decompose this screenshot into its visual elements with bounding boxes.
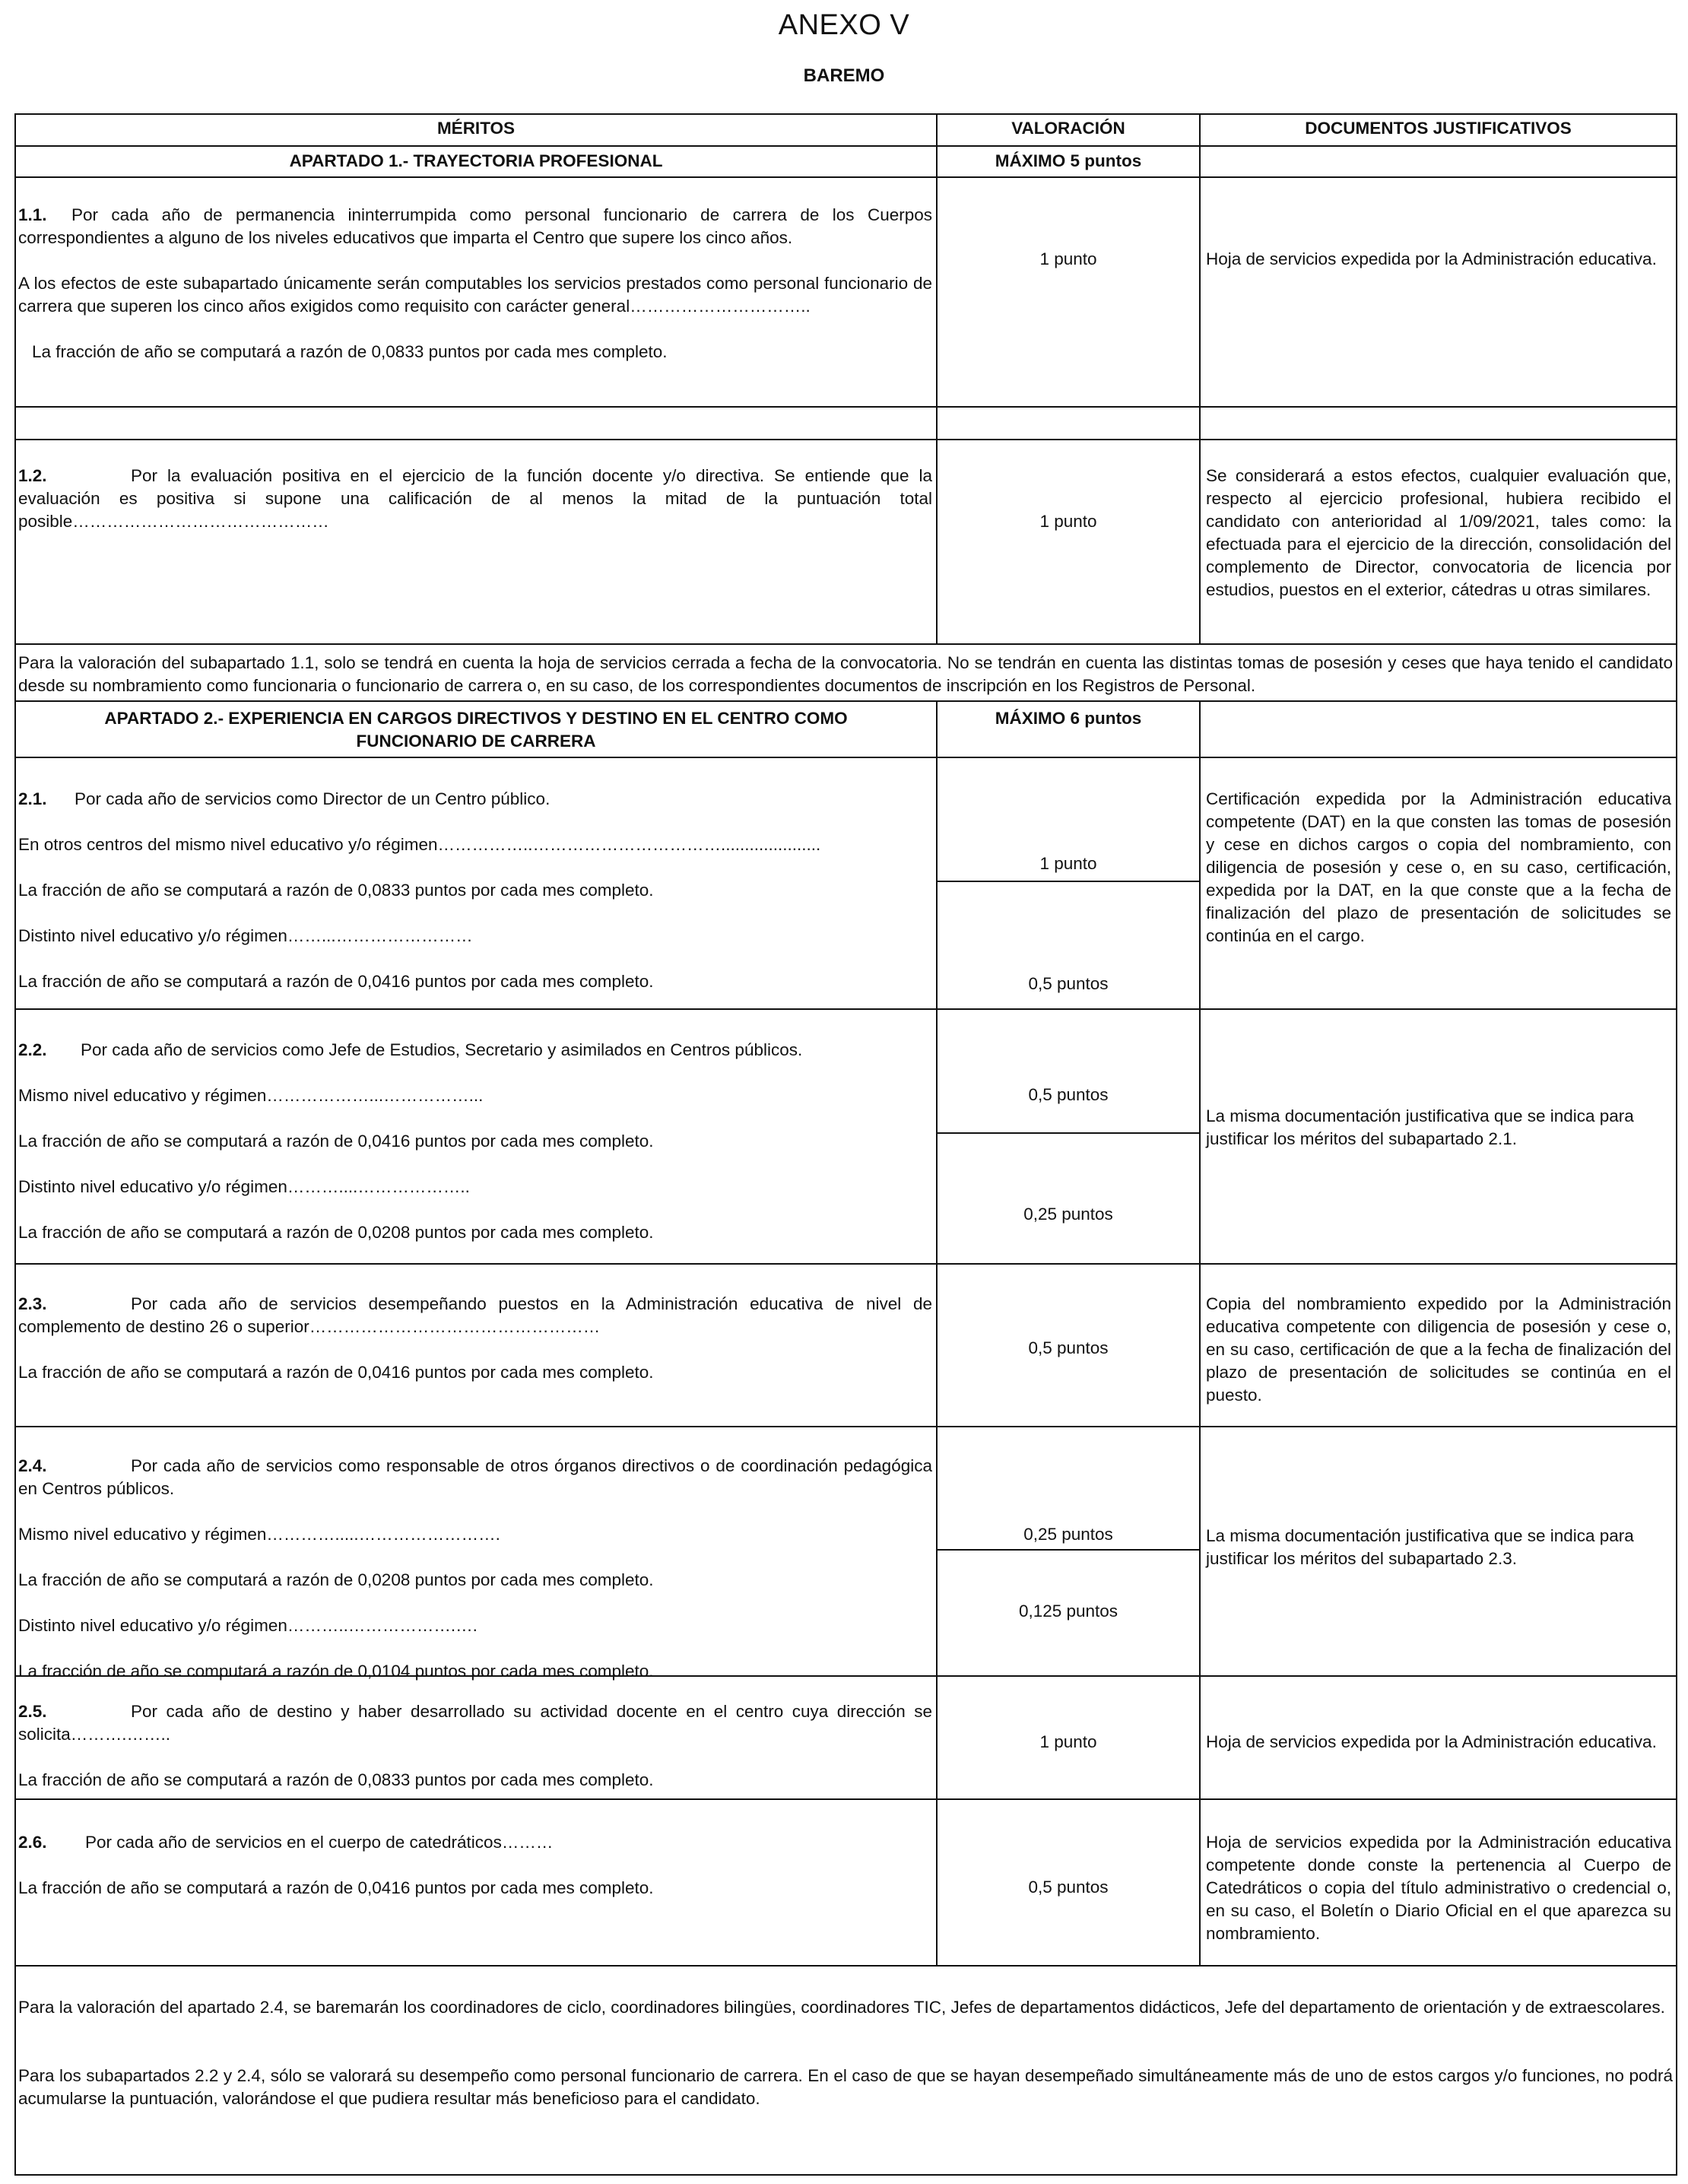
subapartado-1-2-text: Por la evaluación positiva en el ejercicio de la función docente y/o directiva. Se entiende que la evaluación es positiva si supone una calificación de al menos la mitad de la puntuación total posible……………………………………… [18,466,932,531]
subapartado-2-4-value-2: 0,125 puntos [1018,1601,1118,1621]
subapartado-2-3 [18,1293,932,1384]
apartado2-max: MÁXIMO 6 puntos [995,709,1142,728]
subapartado-1-2 [18,465,932,533]
subapartado-2-1-number: 2.1. [18,789,47,808]
subapartado-2-5-number: 2.5. [18,1702,47,1721]
subapartado-2-4-value-1: 0,25 puntos [1023,1525,1113,1544]
subapartado-1-2-document: Se considerará a estos efectos, cualquier evaluación que, respecto al ejercicio profesional, hubiera recibido el candidato con anterioridad al 1/09/2021, tales como: la efectuada para el ejercicio de la dirección, consolidación del complemento de Director, convocatoria de licencia por estudios, puestos en el exterior, cátedras u otras similares. [1206,466,1671,599]
apartado1-title: APARTADO 1.- TRAYECTORIA PROFESIONAL [289,151,663,170]
subapartado-2-2-text: Por cada año de servicios como Jefe de Estudios, Secretario y asimilados en Centros públicos. [81,1040,803,1059]
subapartado-2-5 [18,1700,932,1792]
subapartado-2-1-text: Por cada año de servicios como Director de un Centro público. [75,789,551,808]
subapartado-2-2 [18,1039,932,1244]
subapartado-2-1-line1: En otros centros del mismo nivel educativo y/o régimen……………..……………………………..................... [18,835,821,854]
subapartado-1-1-value: 1 punto [1039,249,1097,268]
subapartado-2-1-document: Certificación expedida por la Administración educativa competente (DAT) en la que consten las tomas de posesión y cese en dichos cargos o copia del nombramiento, con diligencia de posesión y cese o, en su caso, certificación, expedida por la DAT, en la que conste que a la fecha de finalización del plazo de presentación de solicitudes se continúa en el cargo. [1206,789,1671,945]
document-subtitle: BAREMO [803,65,885,86]
subapartado-2-3-number: 2.3. [18,1294,47,1313]
subapartado-1-2-number: 1.2. [18,466,47,485]
subapartado-2-4 [18,1455,932,1683]
subapartado-1-1-text: Por cada año de permanencia ininterrumpida como personal funcionario de carrera de los Cuerpos correspondientes a alguno de los niveles educativos que imparta el Centro que supere los cinco años. [18,205,932,247]
subapartado-2-2-number: 2.2. [18,1040,47,1059]
subapartado-2-4-line3: Distinto nivel educativo y/o régimen………..……………….…. [18,1616,478,1635]
subapartado-2-6-value: 0,5 puntos [1028,1878,1109,1897]
subapartado-2-2-value-2: 0,25 puntos [1023,1205,1113,1224]
subapartado-2-6-number: 2.6. [18,1833,47,1852]
subapartado-2-1 [18,788,932,993]
subapartado-1-1-note: A los efectos de este subapartado únicamente serán computables los servicios prestados como personal funcionario de carrera que superen los cinco años exigidos como requisito con carácter general………………………….. [18,274,932,316]
subapartado-2-1-value-1: 1 punto [1039,854,1097,873]
subapartado-2-4-document: La misma documentación justificativa que se indica para justificar los méritos del subapartado 2.3. [1206,1526,1634,1568]
subapartado-2-2-line4: La fracción de año se computará a razón de 0,0208 puntos por cada mes completo. [18,1223,654,1242]
subapartado-2-2-value-1: 0,5 puntos [1028,1085,1109,1104]
subapartado-2-5-value: 1 punto [1039,1732,1097,1751]
subapartado-2-5-line1: La fracción de año se computará a razón de 0,0833 puntos por cada mes completo. [18,1770,654,1789]
subapartado-1-1 [18,204,932,363]
apartado2-note-1: Para la valoración del apartado 2.4, se baremarán los coordinadores de ciclo, coordinadores bilingües, coordinadores TIC, Jefes de departamentos didácticos, Jefe del departamento de orientación y de extraescolares. [18,1998,1665,2017]
subapartado-2-2-document: La misma documentación justificativa que se indica para justificar los méritos del subapartado 2.1. [1206,1106,1634,1148]
subapartado-2-3-value: 0,5 puntos [1028,1338,1109,1357]
subapartado-1-1-number: 1.1. [18,205,47,224]
subapartado-2-1-value-2: 0,5 puntos [1028,974,1109,993]
header-valoracion: VALORACIÓN [1011,119,1125,138]
subapartado-2-4-number: 2.4. [18,1456,47,1475]
header-documentos: DOCUMENTOS JUSTIFICATIVOS [1305,119,1572,138]
subapartado-2-3-document: Copia del nombramiento expedido por la Administración educativa competente con diligencia de posesión y cese o, en su caso, certificación de que a la fecha de finalización del plazo de presentación de solicitudes se continúa en el puesto. [1206,1294,1671,1405]
apartado2-title: APARTADO 2.- EXPERIENCIA EN CARGOS DIRECTIVOS Y DESTINO EN EL CENTRO COMO FUNCIONARIO DE CARRERA [104,709,848,751]
subapartado-2-4-line1: Mismo nivel educativo y régimen………….....……………………. [18,1525,500,1544]
header-meritos: MÉRITOS [436,119,516,138]
subapartado-2-3-line1: La fracción de año se computará a razón de 0,0416 puntos por cada mes completo. [18,1363,654,1382]
subapartado-2-6 [18,1831,932,1900]
subapartado-2-2-line3: Distinto nivel educativo y/o régimen………....……………….. [18,1177,470,1196]
subapartado-2-6-line1: La fracción de año se computará a razón de 0,0416 puntos por cada mes completo. [18,1878,654,1897]
subapartado-2-2-line1: Mismo nivel educativo y régimen………………...……………... [18,1086,484,1105]
apartado2-note-2: Para los subapartados 2.2 y 2.4, sólo se valorará su desempeño como personal funcionario de carrera. En el caso de que se hayan desempeñado simultáneamente más de uno de estos cargos y/o funciones, no podrá acumularse la puntuación, valorándose el que pudiera resultar más beneficioso para el candidato. [18,2066,1673,2108]
subapartado-1-2-value: 1 punto [1039,512,1097,531]
document-title: ANEXO V [778,9,910,41]
subapartado-2-5-document: Hoja de servicios expedida por la Administración educativa. [1206,1732,1657,1751]
subapartado-2-6-text: Por cada año de servicios en el cuerpo de catedráticos……… [85,1833,554,1852]
apartado1-max: MÁXIMO 5 puntos [995,151,1142,170]
subapartado-2-5-text: Por cada año de destino y haber desarrollado su actividad docente en el centro cuya dirección se solicita……….…….. [18,1702,932,1744]
subapartado-2-2-line2: La fracción de año se computará a razón de 0,0416 puntos por cada mes completo. [18,1132,654,1151]
subapartado-2-4-line4: La fracción de año se computará a razón de 0,0104 puntos por cada mes completo. [18,1662,654,1681]
apartado1-note: Para la valoración del subapartado 1.1, solo se tendrá en cuenta la hoja de servicios cerrada a fecha de la convocatoria. No se tendrán en cuenta las distintas tomas de posesión y ceses que haya tenido el candidato desde su nombramiento como funcionaria o funcionario de carrera o, en su caso, de los correspondientes documentos de inscripción en los Registros de Personal. [18,653,1673,695]
subapartado-2-1-line2: La fracción de año se computará a razón de 0,0833 puntos por cada mes completo. [18,881,654,900]
subapartado-2-1-line3: Distinto nivel educativo y/o régimen……...…………………… [18,926,473,945]
subapartado-1-1-fraction: La fracción de año se computará a razón de 0,0833 puntos por cada mes completo. [32,342,668,361]
subapartado-2-3-text: Por cada año de servicios desempeñando puestos en la Administración educativa de nivel de complemento de destino 26 o superior…………………………………………… [18,1294,932,1336]
subapartado-1-1-document: Hoja de servicios expedida por la Administración educativa. [1206,249,1657,268]
subapartado-2-1-line4: La fracción de año se computará a razón de 0,0416 puntos por cada mes completo. [18,972,654,991]
subapartado-2-6-document: Hoja de servicios expedida por la Administración educativa competente donde conste la pertenencia al Cuerpo de Catedráticos o copia del título administrativo o credencial o, en su caso, el Boletín o Diario Oficial en el que aparezca su nombramiento. [1206,1833,1671,1943]
subapartado-2-4-text: Por cada año de servicios como responsable de otros órganos directivos o de coordinación pedagógica en Centros públicos. [18,1456,932,1498]
subapartado-2-4-line2: La fracción de año se computará a razón de 0,0208 puntos por cada mes completo. [18,1570,654,1589]
